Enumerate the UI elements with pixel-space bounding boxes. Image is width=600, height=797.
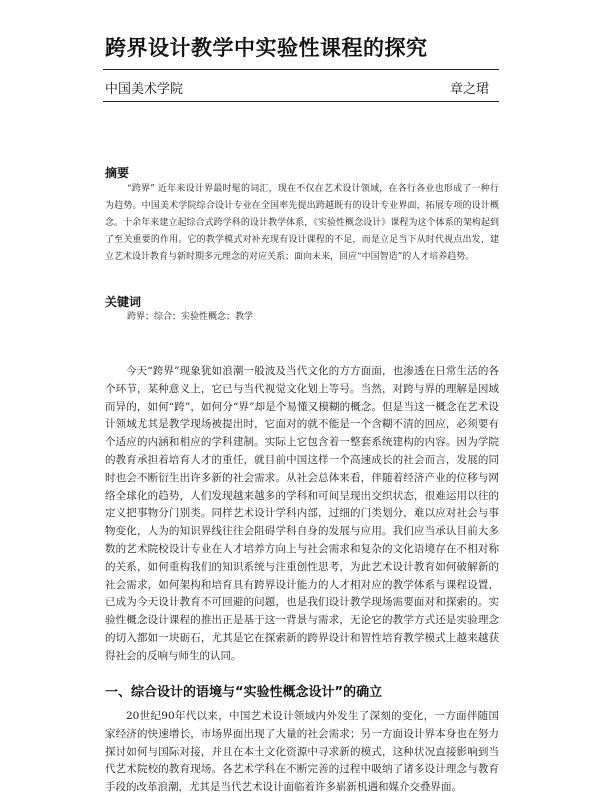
author-affiliation: 中国美术学院 [105,82,184,97]
keywords-text: 跨界；综合；实验性概念；教学 [127,312,254,322]
header-rule-top [103,69,499,70]
article-title: 跨界设计教学中实验性课程的探究 [105,36,428,60]
section-paragraph: 20世纪90年代以来，中国艺术设计领域内外发生了深刻的变化，一方面伴随国家经济的快速增长，市场界面出现了大量的社会需求；另一方面设计界本身也在努力探讨如何与国际对接，并且在本土文化资源中寻求新的模式，这种状况直接影响到当代艺术院校的教育现场。各艺术学科在不断完善的过程中吸纳了诸多设计理念与教育手段的改革浪潮，尤其是当代艺术设计面临着许多崭新机遇和媒介交叠界面。 [105,710,499,794]
author-name: 章之珺 [450,82,490,97]
abstract-heading: 摘要 [105,166,130,180]
abstract-text: “跨界” 近年来设计界最时髦的词汇，现在不仅在艺术设计领域，在各行各业也形成了一种行为趋势。中国美术学院综合设计专业在全国率先提出跨越既有的设计专业界面，拓展专项的设计概念。十余年来建立起综合式跨学科的设计教学体系，《实验性概念设计》课程为这个体系的架构起到了至关重要的作用。它的教学模式对补充现有设计课程的不足，而是立足当下从时代视点出发，建立艺术设计教育与新时期多元理念的对应关系；面向未来，回应“中国智造”的人才培养趋势。 [105,184,499,262]
header-rule-bottom [103,101,499,102]
section-heading: 一、综合设计的语境与“实验性概念设计”的确立 [105,685,383,700]
keywords-heading: 关键词 [105,295,142,309]
intro-paragraph: 今天“跨界”现象犹如浪潮一般波及当代文化的方方面面，也渗透在日常生活的各个环节，某种意义上，它已与当代视觉文化划上等号。当然，对跨与界的理解是因域而异的，如何“跨”，如何分“界”却是个易懂又模糊的概念。但是当这一概念在艺术设计领域尤其是教学现场被提出时，它面对的就不能是一个含糊不清的回应，必须要有个适应的内涵和相应的学科建制。实际上它包含着一整套系统建构的内容。因为学院的教育承担着培育人才的重任，就目前中国这样一个高速成长的社会而言，发展的同时也会不断衍生出许多新的社会需求。从社会总体来看，伴随着经济产业的位移与网络全球化的趋势，人们发现越来越多的学科和可间呈现出交织状态，很难运用以往的定义把事物分门别类。同样艺术设计学科内部，过细的门类划分，难以应对社会与事物变化，人为的知识界线往往会阻碍学科自身的发展与应用。我们应当承认目前大多数的艺术院校设计专业在人才培养方向上与社会需求和复杂的文化语境存在不相对称的关系，如何重构我们的知识系统与注重创性思考，为此艺术设计教育如何破解新的社会需求，如何架构和培育具有跨界设计能力的人才相对应的教学体系与课程设置，已成为今天设计教育不可回避的问题，也是我们设计教学现场需要面对和探索的。实验性概念设计课程的推出正是基于这一背景与需求，无论它的教学方式还是实验理念的切入都如一块砺石，尤其是它在探索新的跨界设计和智性培育教学模式上越来越获得社会的反响与师生的认同。 [105,365,499,662]
